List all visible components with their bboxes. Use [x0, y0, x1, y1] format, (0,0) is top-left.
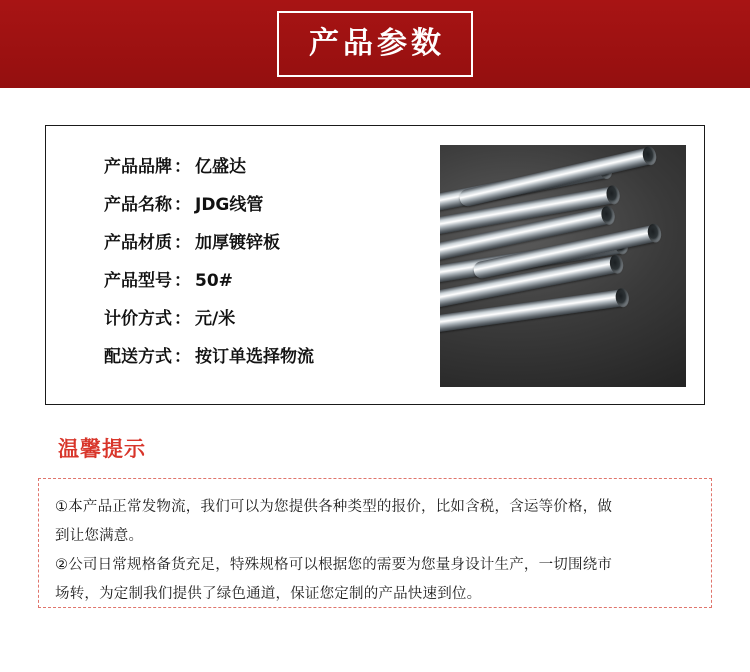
page-title: 产品参数 — [309, 26, 445, 61]
spec-row — [104, 304, 434, 342]
page-header-banner — [0, 0, 750, 88]
tip-line: ②公司日常规格备货充足，特殊规格可以根据您的需要为您量身设计生产，一切围绕市 — [55, 557, 613, 573]
product-photo — [440, 145, 686, 387]
spec-value-brand: 亿盛达 — [195, 157, 246, 177]
banner-title-frame — [277, 11, 473, 77]
spec-row — [104, 266, 434, 304]
product-spec-card — [45, 125, 705, 405]
spec-colon: ： — [174, 309, 191, 329]
spec-value-name: JDG线管 — [195, 195, 264, 215]
product-spec-list — [104, 152, 434, 380]
spec-colon: ： — [174, 271, 191, 291]
tip-line: ①本产品正常发物流，我们可以为您提供各种类型的报价，比如含税，含运等价格，做 — [55, 499, 613, 515]
spec-label-pricing: 计价方式 — [104, 309, 172, 329]
tips-box — [38, 478, 712, 608]
spec-label-name: 产品名称 — [104, 195, 172, 215]
tip-line: 到让您满意。 — [55, 528, 144, 544]
spec-value-pricing: 元/米 — [195, 309, 236, 329]
footer-whitespace — [0, 620, 750, 672]
spec-row — [104, 228, 434, 266]
spec-colon: ： — [174, 347, 191, 367]
spec-label-delivery: 配送方式 — [104, 347, 172, 367]
tips-heading: 温馨提示 — [58, 437, 146, 461]
tip-line: 场转，为定制我们提供了绿色通道，保证您定制的产品快速到位。 — [55, 586, 482, 602]
spec-colon: ： — [174, 233, 191, 253]
spec-value-model: 50# — [195, 271, 233, 291]
spec-row — [104, 342, 434, 380]
spec-value-delivery: 按订单选择物流 — [195, 347, 314, 367]
spec-label-model: 产品型号 — [104, 271, 172, 291]
spec-value-material: 加厚镀锌板 — [195, 233, 280, 253]
spec-label-brand: 产品品牌 — [104, 157, 172, 177]
spec-colon: ： — [174, 157, 191, 177]
spec-row — [104, 190, 434, 228]
spec-label-material: 产品材质 — [104, 233, 172, 253]
spec-row — [104, 152, 434, 190]
spec-colon: ： — [174, 195, 191, 215]
